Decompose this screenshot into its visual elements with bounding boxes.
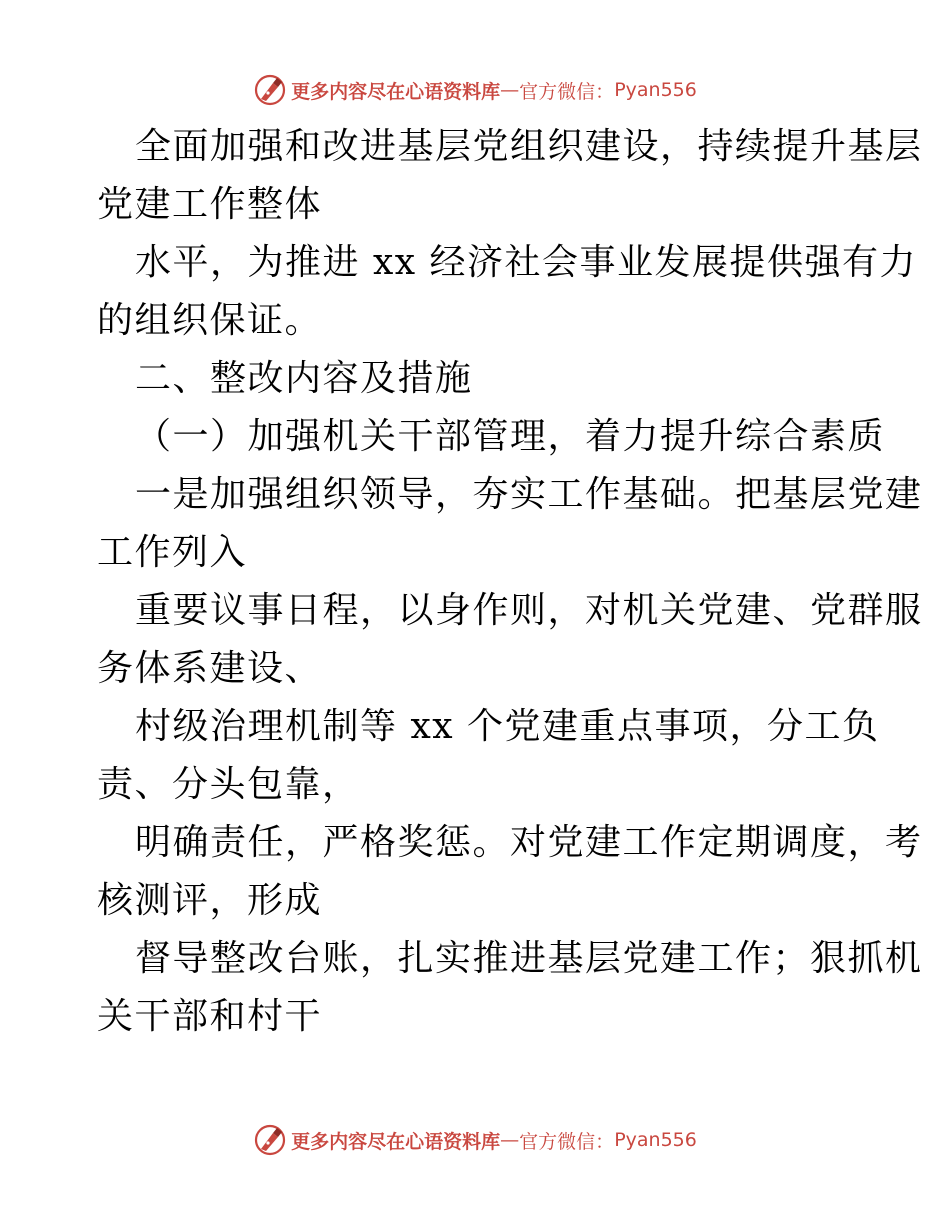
watermark-official-label: 官方微信： <box>519 1130 615 1153</box>
pen-nib-logo-icon <box>253 1123 287 1157</box>
text-line: 重要议事日程，以身作则，对机关党建、党群服 <box>135 590 923 631</box>
watermark-dash: — <box>500 79 520 101</box>
watermark-header <box>0 70 950 110</box>
text-line: 水平，为推进 xx 经济社会事业发展提供强有力 <box>135 242 917 283</box>
text-line: 的组织保证。 <box>97 300 323 341</box>
watermark-handle: Pyan556 <box>614 79 697 101</box>
text-line: （一）加强机关干部管理，着力提升综合素质 <box>135 416 886 457</box>
document-body <box>97 118 923 1046</box>
text-line: 工作列入 <box>97 532 248 573</box>
text-line: 全面加强和改进基层党组织建设，持续提升基层 <box>135 126 923 167</box>
text-line: 一是加强组织领导，夯实工作基础。把基层党建 <box>135 474 923 515</box>
text-line: 二、整改内容及措施 <box>135 358 473 399</box>
text-line: 关干部和村干 <box>97 996 323 1037</box>
text-line: 督导整改台账，扎实推进基层党建工作；狠抓机 <box>135 938 923 979</box>
watermark-brand: 更多内容尽在心语资料库 <box>291 1130 501 1153</box>
text-line: 村级治理机制等 xx 个党建重点事项，分工负 <box>135 706 880 747</box>
text-line: 党建工作整体 <box>97 184 323 225</box>
watermark-brand: 更多内容尽在心语资料库 <box>291 80 501 103</box>
watermark-dash: — <box>500 1129 520 1151</box>
watermark-official-label: 官方微信： <box>519 80 615 103</box>
text-line: 责、分头包靠， <box>97 764 360 805</box>
text-line: 务体系建设、 <box>97 648 323 689</box>
watermark-footer <box>0 1120 950 1160</box>
pen-nib-logo-icon <box>253 73 287 107</box>
text-line: 明确责任，严格奖惩。对党建工作定期调度，考 <box>135 822 923 863</box>
text-line: 核测评，形成 <box>97 880 323 921</box>
watermark-handle: Pyan556 <box>614 1129 697 1151</box>
